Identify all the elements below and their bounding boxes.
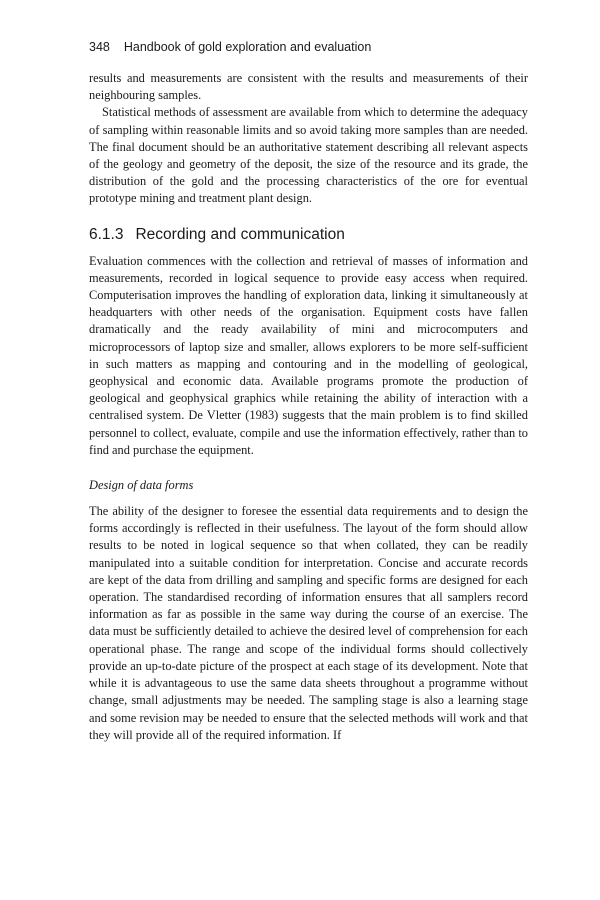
subsection-heading: Design of data forms — [89, 478, 194, 493]
paragraph-recording: Evaluation commences with the collection and retrieval of masses of information and measurements, recorded in logical sequence to provide easy access when required. Computerisation improves the handling of exploration data, linking it simultaneously at headquarters with other needs of the organisation. Equipment costs have fallen dramatically and the ready availability of mini and microcomputers and microprocessors of laptop size and smaller, allows explorers to be more self-sufficient in such matters as mapping and contouring and in the modelling of geological, geophysical and economic data. Available programs promote the production of geological and geophysical graphics while retaining the ability of interaction with a centralised system. De Vletter (1983) suggests that the main problem is to find skilled personnel to collect, evaluate, compile and use the information effectively, rather than to find and purchase the equipment. — [89, 253, 528, 457]
running-head — [89, 38, 528, 56]
section-body — [89, 253, 528, 459]
book-page — [89, 38, 528, 744]
book-title: Handbook of gold exploration and evaluation — [123, 40, 372, 54]
section-title: Recording and communication — [135, 225, 345, 243]
paragraph-data-forms: The ability of the designer to foresee the essential data requirements and to design the forms accordingly is reflected in their usefulness. The layout of the form should allow results to be noted in logical sequence so that when collated, they can be readily manipulated into a suitable condition for interpretation. Concise and accurate records are kept of the data from drilling and sampling and specific forms are designed for each operation. The standardised recording of information ensures that all samplers record information as far as possible in the same way during the course of an exercise. The data must be sufficiently detailed to achieve the desired level of comprehension for each operational phase. The range and scope of the individual forms should collectively provide an up-to-date picture of the prospect at each stage of its development. Note that while it is advantageous to use the same data sheets throughout a programme without change, small adjustments may be needed. The sampling stage is also a learning stage and some revision may be needed to ensure that the selected methods will work and that they will provide all of the required information. If — [89, 504, 528, 742]
paragraph-statistical-methods: Statistical methods of assessment are available from which to determine the adequacy of sampling within reasonable limits and so avoid taking more samples than are needed. The final document should be an authoritative statement describing all relevant aspects of the geology and geometry of the deposit, the size of the resource and its grade, the distribution of the gold and the processing characteristics of the ore for eventual prototype mining and treatment plant design. — [89, 105, 528, 206]
page-number: 348 — [89, 40, 110, 54]
section-heading — [89, 225, 528, 245]
body-text — [89, 70, 528, 208]
paragraph-continued: results and measurements are consistent with the results and measurements of their neighbouring samples. — [89, 71, 528, 103]
section-number: 6.1.3 — [89, 225, 124, 243]
subsection-body — [89, 503, 528, 744]
